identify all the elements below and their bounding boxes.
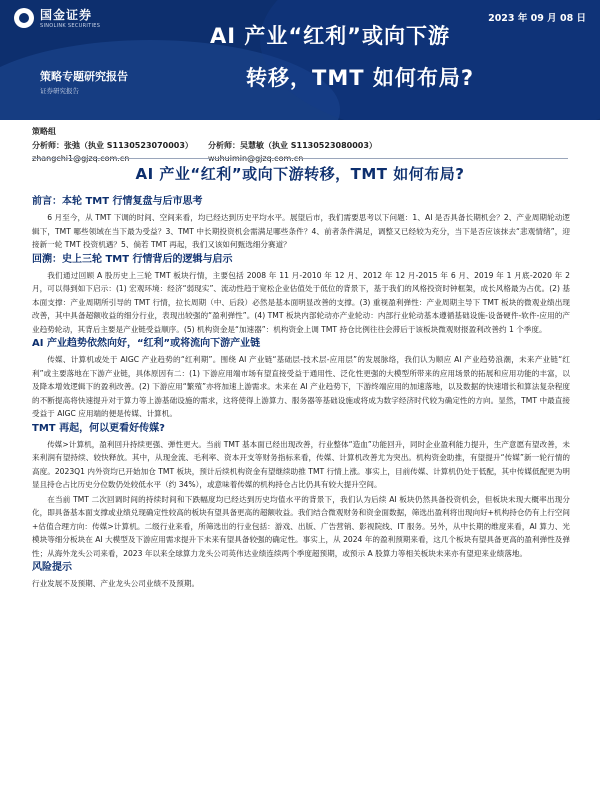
section-heading-media: TMT 再起，何以更看好传媒? (32, 422, 165, 434)
report-type: 策略专题研究报告 (40, 70, 128, 83)
analyst-block (32, 126, 572, 166)
section-heading-review: 回溯：史上三轮 TMT 行情背后的逻辑与启示 (32, 253, 233, 265)
logo-name-en: SINOLINK SECURITIES (40, 23, 101, 29)
report-title-line1: AI 产业“红利”或向下游 (210, 24, 450, 48)
report-subtype: 证券研究报告 (40, 87, 79, 95)
document-title: AI 产业“红利”或向下游转移，TMT 如何布局? (135, 165, 465, 183)
paragraph: 行业发展不及预期、产业龙头公司业绩不及预期。 (32, 579, 200, 588)
company-logo (14, 6, 100, 29)
paragraph: 在当前 TMT 二次回调时间的持续时间和下跌幅度均已经达到历史均值水平的背景下，我们认为后续 AI 板块仍然具备投资机会，但板块未现大概率出现分化，即具备基本面支撑或业绩兑现确定性较高的板块有望具备更高的超额收益。我们结合微观财务和资金面数据，筛选出盈利将出现向好+机构持仓仍有上行空间+估值合理方向：传媒>计算机。二级行业来看，所筛选出的行业包括：游戏、出版、广告营销、影视院线、IT 服务。另外，从中长期的维度来看，AI 算力、光模块等细分板块在 AI 大模型及下游应用需求提升下未来有望具备较强的确定性。事实上，从 2024 年的盈利预期来看，这几个板块有望具备更高的盈利弹性及弹性；从海外龙头公司来看，2023 年以来全球算力龙头公司英伟达业绩连续两个季度超预期，或预示 A 股算力等相关板块未来亦有望迎来业绩落地。 (32, 494, 570, 558)
report-body (32, 194, 570, 592)
paragraph: 我们通过回顾 A 股历史上三轮 TMT 板块行情，主要包括 2008 年 11 月-2010 年 12 月、2012 年 12 月-2015 年 6 月、2019 年 1 月底-2020 年 2 月，可以得到如下启示：(1) 宏观环境：经济“弱现实”、流动性趋于宽松企业估值处于低位的背景下，基于我们的风格投资时钟框架，成长风格最为占优。(2) 基本面支撑：产业周期所引导的 TMT 行情，拉长周期（中、后段）必然是基本面明显改善的支撑。(3) 重视盈利弹性：产业周期主导下 TMT 板块的微观业绩出现改善，其中具备超额收益的细分行业，表现出较强的“盈利弹性”。(4) TMT 板块内部轮动亦产业轮动：内部行业轮动基本遵循基础设施-设备硬件-软件-应用的产业趋势轮动，其背后主要是产业链受益顺序。(5) 机构资金是“加速器”：机构资金上调 TMT 持仓比例往往会滞后于该板块微观财报盈利改善约 1 个季度。 (32, 270, 570, 334)
section-heading-preface: 前言：本轮 TMT 行情复盘与后市思考 (32, 196, 203, 207)
analyst-1: 分析师：张弛（执业 S1130523070003） (32, 141, 193, 150)
header-banner (0, 0, 600, 120)
analyst-2: 分析师：吴慧敏（执业 S1130523080003） (208, 141, 377, 150)
paragraph: 6 月至今，从 TMT 下调的时间、空间来看，均已经达到历史平均水平。展望后市，我们需要思考以下问题：1、AI 是否具备长期机会？2、产业周期轮动逻辑下，TMT 哪些领域在当下最为受益？3、TMT 中长期投资机会需满足哪些条件？4、前者条件满足，调整又已经较为充分，当下是否应该抹去“悲观情绪”，迎接新一轮 TMT 投资机遇？5、倘若 TMT 再起，我们又该如何甄选细分赛道？ (32, 213, 570, 249)
report-title-line2: 转移，TMT 如何布局? (246, 66, 475, 90)
analyst-group-label: 策略组 (32, 127, 56, 136)
paragraph: 传媒>计算机，盈利回升持续更强、弹性更大。当前 TMT 基本面已经出现改善，行业整体“造血”功能回升，同时企业盈利能力提升，生产意愿有望改善，未来利润有望持续、较快释放。其中，从现金流、毛利率、资本开支等财务指标来看，传媒、计算机改善尤为突出。机构资金助推，有望提升“传媒”新一轮行情的高度。2023Q1 内外资均已开始加仓 TMT 板块，预计后续机构资金有望继续助推 TMT 行情上涨。事实上，目前传媒、计算机仍处于低配，其中传媒低配更为明显且持仓占比历史分位数仍处较低水平（约 34%），或意味着传媒的机构持仓占比仍具有较大提升空间。 (32, 439, 570, 489)
section-heading-ai-trend: AI 产业趋势依然向好，“红利”或将流向下游产业链 (32, 338, 261, 349)
divider (32, 158, 568, 159)
section-heading-risk: 风险提示 (32, 562, 72, 573)
logo-icon (14, 8, 34, 28)
report-date: 2023 年 09 月 08 日 (488, 13, 586, 24)
paragraph: 传媒、计算机或处于 AIGC 产业趋势的“红利期”。围绕 AI 产业链“基础层-技术层-应用层”的发展脉络，我们认为顺应 AI 产业趋势浪潮，未来产业链“红利”或主要落地在下游产业链，具体原因有二：(1) 下游应用端市场有望直接受益于通用性、泛化性更强的大模型所带来的应用场景的拓展和应用功能的丰富，以及降本增效逻辑下的盈利改善。(2) 下游应用“繁殖”亦将加速上游需求。未来在 AI 产业趋势下，下游终端应用的加速落地，以及数据的快速增长和算法复杂程度的不断提高将快速提升对于算力等上游基础设施的需求，这将使得上游算力、服务器等基础设施或将成为数字经济时代较为确定性的方向。显然，TMT 中最直接受益于 AIGC 应用端的便是传媒、计算机。 (32, 355, 570, 418)
logo-name-cn: 国金证券 (40, 8, 93, 22)
